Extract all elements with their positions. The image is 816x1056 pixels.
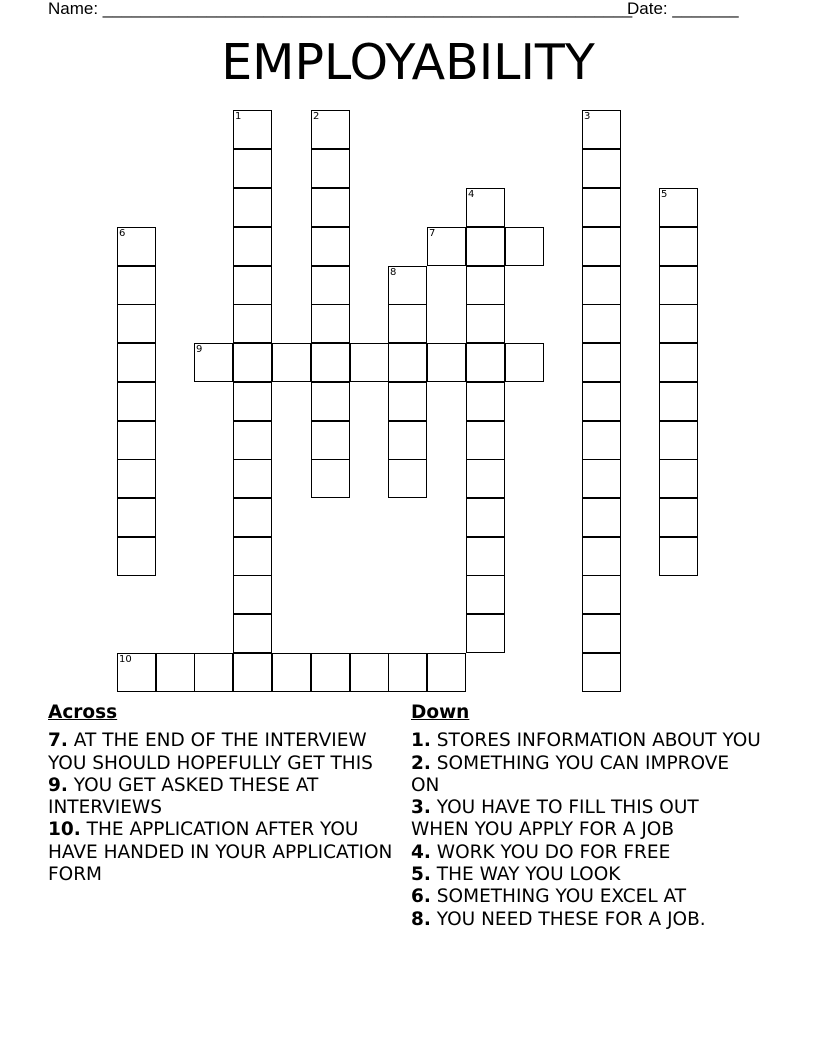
crossword-cell[interactable] bbox=[117, 266, 156, 305]
crossword-cell[interactable] bbox=[466, 614, 505, 653]
crossword-cell[interactable] bbox=[194, 343, 233, 382]
crossword-cell[interactable] bbox=[466, 575, 505, 614]
crossword-cell[interactable] bbox=[659, 537, 698, 576]
crossword-cell[interactable] bbox=[466, 459, 505, 498]
clue-text: YOU GET ASKED THESE AT INTERVIEWS bbox=[48, 774, 319, 819]
cell-number: 10 bbox=[119, 654, 132, 665]
cell-number: 2 bbox=[313, 111, 320, 122]
cell-number: 4 bbox=[468, 189, 475, 200]
clue-text: AT THE END OF THE INTERVIEW YOU SHOULD HOPEFULLY GET THIS bbox=[48, 730, 373, 774]
crossword-cell[interactable] bbox=[659, 188, 698, 227]
crossword-cell[interactable] bbox=[233, 614, 272, 653]
crossword-cell[interactable] bbox=[388, 421, 427, 460]
crossword-cell[interactable] bbox=[427, 227, 466, 266]
clue-number: 8. bbox=[411, 908, 431, 930]
crossword-cell[interactable] bbox=[582, 498, 621, 537]
clue-text: YOU HAVE TO FILL THIS OUT WHEN YOU APPLY FOR A JOB bbox=[411, 797, 699, 841]
crossword-cell[interactable] bbox=[582, 304, 621, 343]
crossword-cell[interactable] bbox=[659, 227, 698, 266]
clue-text: SOMETHING YOU EXCEL AT bbox=[436, 886, 687, 908]
crossword-cell[interactable] bbox=[233, 537, 272, 576]
clue-down-6 bbox=[411, 886, 761, 908]
crossword-cell[interactable] bbox=[582, 614, 621, 653]
crossword-cell[interactable] bbox=[117, 382, 156, 421]
clue-number: 3. bbox=[411, 797, 431, 819]
crossword-cell[interactable] bbox=[582, 149, 621, 188]
crossword-cell[interactable] bbox=[311, 110, 350, 149]
crossword-cell[interactable] bbox=[156, 653, 195, 692]
crossword-cell[interactable] bbox=[311, 421, 350, 460]
crossword-cell[interactable] bbox=[311, 188, 350, 227]
crossword-cell[interactable] bbox=[466, 227, 505, 266]
crossword-cell[interactable] bbox=[233, 266, 272, 305]
cell-number: 1 bbox=[235, 111, 242, 122]
crossword-cell[interactable] bbox=[659, 304, 698, 343]
clue-number: 2. bbox=[411, 752, 431, 774]
crossword-cell[interactable] bbox=[466, 382, 505, 421]
clue-text: THE APPLICATION AFTER YOU HAVE HANDED IN YOUR APPLICATION FORM bbox=[48, 819, 393, 886]
crossword-cell[interactable] bbox=[505, 343, 544, 382]
clue-across-7 bbox=[48, 730, 393, 775]
crossword-cell[interactable] bbox=[117, 498, 156, 537]
crossword-cell[interactable] bbox=[233, 421, 272, 460]
down-heading: Down bbox=[411, 702, 470, 723]
crossword-cell[interactable] bbox=[233, 188, 272, 227]
crossword-cell[interactable] bbox=[233, 459, 272, 498]
clue-down-3 bbox=[411, 797, 761, 842]
crossword-cell[interactable] bbox=[311, 266, 350, 305]
crossword-cell[interactable] bbox=[117, 421, 156, 460]
crossword-cell[interactable] bbox=[311, 227, 350, 266]
crossword-cell[interactable] bbox=[194, 653, 233, 692]
cell-number: 7 bbox=[429, 228, 436, 239]
crossword-cell[interactable] bbox=[233, 149, 272, 188]
crossword-cell[interactable] bbox=[466, 343, 505, 382]
across-clues bbox=[48, 702, 393, 886]
clue-number: 9. bbox=[48, 774, 68, 796]
crossword-cell[interactable] bbox=[311, 653, 350, 692]
crossword-cell[interactable] bbox=[505, 227, 544, 266]
crossword-cell[interactable] bbox=[117, 304, 156, 343]
crossword-cell[interactable] bbox=[659, 266, 698, 305]
crossword-cell[interactable] bbox=[582, 382, 621, 421]
crossword-cell[interactable] bbox=[233, 498, 272, 537]
date-field-label: Date: _______ bbox=[627, 0, 739, 18]
crossword-cell[interactable] bbox=[659, 421, 698, 460]
clue-text: THE WAY YOU LOOK bbox=[436, 864, 621, 886]
crossword-cell[interactable] bbox=[388, 653, 427, 692]
cell-number: 5 bbox=[661, 189, 668, 200]
crossword-cell[interactable] bbox=[466, 266, 505, 305]
crossword-cell[interactable] bbox=[233, 575, 272, 614]
crossword-cell[interactable] bbox=[466, 537, 505, 576]
clue-down-5 bbox=[411, 864, 761, 886]
clue-down-2 bbox=[411, 753, 761, 798]
crossword-cell[interactable] bbox=[466, 498, 505, 537]
crossword-cell[interactable] bbox=[388, 459, 427, 498]
down-clues bbox=[411, 702, 761, 931]
crossword-cell[interactable] bbox=[272, 343, 311, 382]
page-title: EMPLOYABILITY bbox=[221, 34, 595, 91]
crossword-cell[interactable] bbox=[388, 343, 427, 382]
clue-text: WORK YOU DO FOR FREE bbox=[436, 841, 671, 863]
crossword-cell[interactable] bbox=[582, 343, 621, 382]
crossword-cell[interactable] bbox=[233, 343, 272, 382]
clue-down-8 bbox=[411, 909, 761, 931]
crossword-cell[interactable] bbox=[466, 421, 505, 460]
crossword-cell[interactable] bbox=[582, 266, 621, 305]
crossword-cell[interactable] bbox=[350, 653, 389, 692]
crossword-cell[interactable] bbox=[311, 459, 350, 498]
clue-text: STORES INFORMATION ABOUT YOU bbox=[436, 730, 761, 752]
name-field-label: Name: ________________________________________________________ bbox=[48, 0, 633, 18]
crossword-cell[interactable] bbox=[311, 382, 350, 421]
clue-number: 1. bbox=[411, 730, 431, 752]
crossword-cell[interactable] bbox=[117, 459, 156, 498]
across-heading: Across bbox=[48, 702, 118, 723]
crossword-cell[interactable] bbox=[427, 653, 466, 692]
crossword-cell[interactable] bbox=[233, 653, 272, 692]
crossword-cell[interactable] bbox=[582, 421, 621, 460]
crossword-cell[interactable] bbox=[272, 653, 311, 692]
cell-number: 6 bbox=[119, 228, 126, 239]
crossword-cell[interactable] bbox=[659, 343, 698, 382]
crossword-cell[interactable] bbox=[233, 227, 272, 266]
crossword-cell[interactable] bbox=[311, 343, 350, 382]
cell-number: 8 bbox=[390, 267, 397, 278]
crossword-cell[interactable] bbox=[466, 304, 505, 343]
crossword-cell[interactable] bbox=[117, 227, 156, 266]
crossword-cell[interactable] bbox=[427, 343, 466, 382]
clue-number: 7. bbox=[48, 730, 68, 752]
crossword-cell[interactable] bbox=[117, 537, 156, 576]
crossword-cell[interactable] bbox=[117, 653, 156, 692]
crossword-cell[interactable] bbox=[659, 498, 698, 537]
crossword-cell[interactable] bbox=[311, 304, 350, 343]
clue-number: 5. bbox=[411, 864, 431, 886]
clue-across-10 bbox=[48, 819, 393, 886]
crossword-cell[interactable] bbox=[659, 382, 698, 421]
crossword-cell[interactable] bbox=[388, 382, 427, 421]
crossword-cell[interactable] bbox=[311, 149, 350, 188]
clue-number: 4. bbox=[411, 841, 431, 863]
clue-number: 6. bbox=[411, 886, 431, 908]
cell-number: 9 bbox=[196, 344, 203, 355]
clue-down-1 bbox=[411, 730, 761, 752]
crossword-cell[interactable] bbox=[466, 188, 505, 227]
crossword-cell[interactable] bbox=[388, 266, 427, 305]
crossword-cell[interactable] bbox=[350, 343, 389, 382]
crossword-cell[interactable] bbox=[582, 110, 621, 149]
clue-text: SOMETHING YOU CAN IMPROVE ON bbox=[411, 752, 730, 796]
clue-text: YOU NEED THESE FOR A JOB. bbox=[436, 908, 706, 930]
crossword-cell[interactable] bbox=[582, 188, 621, 227]
clue-across-9 bbox=[48, 775, 393, 820]
crossword-cell[interactable] bbox=[659, 459, 698, 498]
crossword-cell[interactable] bbox=[582, 227, 621, 266]
crossword-cell[interactable] bbox=[117, 343, 156, 382]
cell-number: 3 bbox=[584, 111, 591, 122]
crossword-cell[interactable] bbox=[233, 382, 272, 421]
crossword-cell[interactable] bbox=[582, 537, 621, 576]
crossword-cell[interactable] bbox=[233, 304, 272, 343]
clue-down-4 bbox=[411, 842, 761, 864]
crossword-cell[interactable] bbox=[388, 304, 427, 343]
clue-number: 10. bbox=[48, 819, 81, 841]
crossword-cell[interactable] bbox=[582, 653, 621, 692]
crossword-cell[interactable] bbox=[582, 575, 621, 614]
crossword-cell[interactable] bbox=[582, 459, 621, 498]
crossword-cell[interactable] bbox=[233, 110, 272, 149]
